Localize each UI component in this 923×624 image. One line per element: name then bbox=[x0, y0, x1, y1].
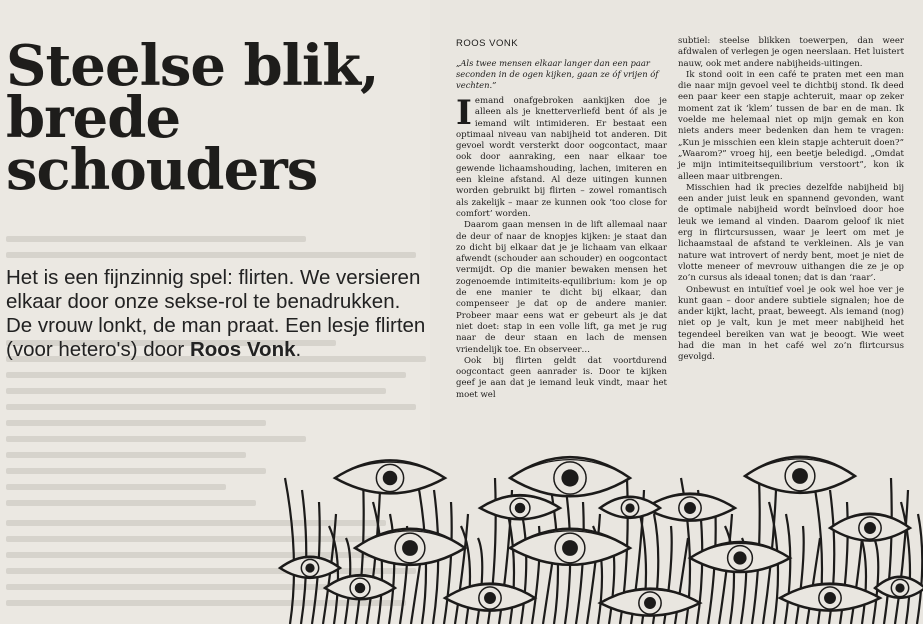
eye-icon bbox=[875, 577, 923, 598]
bleed-through-line bbox=[6, 468, 266, 474]
headline-line-1: Steelse blik, bbox=[6, 33, 379, 99]
drop-cap: I bbox=[456, 93, 472, 133]
bleed-through-line bbox=[6, 500, 256, 506]
bleed-through-line bbox=[6, 484, 226, 490]
paragraph-4: subtiel: steelse blikken toewerpen, dan weer afdwalen of verlegen je ogen neerslaan. Het luistert nauw, ook met andere nabijheids-uitingen. bbox=[678, 36, 905, 69]
bleed-through-line bbox=[6, 420, 266, 426]
byline: ROOS VONK bbox=[456, 38, 519, 49]
lede-text: Het is een fijnzinnig spel: flirten. We versieren elkaar door onze sekse-rol te benadrukken. De vrouw lonkt, de man praat. Een lesje flirten (voor hetero's) door bbox=[6, 266, 426, 361]
bleed-through-line bbox=[6, 372, 406, 378]
hatch-line bbox=[796, 526, 804, 624]
hatch-line bbox=[873, 538, 878, 624]
bleed-through-line bbox=[6, 252, 416, 258]
hatch-line bbox=[521, 514, 526, 624]
eye-icon bbox=[510, 457, 630, 496]
article-headline bbox=[6, 33, 436, 203]
bleed-through-line bbox=[6, 404, 416, 410]
eye-icon bbox=[690, 542, 790, 572]
pull-quote: „Als twee mensen elkaar langer dan een paar seconden in de ogen kijken, gaan ze óf vrijen óf vechten.” bbox=[456, 58, 659, 90]
eye-icon bbox=[745, 457, 855, 493]
eye-icon bbox=[600, 497, 660, 518]
eye-icon bbox=[480, 495, 560, 519]
paragraph-1-text: emand onafgebroken aankijken doe je alleen als je knetterverliefd bent óf als je iemand wilt intimideren. Er bestaat een optimaal niveau van nabijheid tot anderen. Dit gevoel wordt versterkt door oogcontact, maar ook door aanraking, een naar elkaar toe gewende lichaamshouding, lachen, imiteren en een kleine afstand. Al deze uitingen kunnen worden gebruikt bij flirten – zowel romantisch als zakelijk – maar ze kunnen ook ‘too close for comfort’ worden. bbox=[456, 96, 667, 219]
paragraph-6: Misschien had ik precies dezelfde nabijheid bij een ander juist leuk en spannend gevonden, want de optimale nabijheid wordt beïnvloed door hoe leuk we iemand al vinden. Daarom geloof ik niet erg in flirtcursussen, waar je leert om met je lichaamstaal de afstand te verkleinen. Als je van nature wat introvert of nerdy bent, moet je niet de vlotte meneer of mevrouw uithangen die ze je op zo’n cursus als ideaal tonen; dat is dan ‘raar’. bbox=[678, 182, 904, 284]
headline-line-3: schouders bbox=[6, 137, 318, 203]
hatch-line bbox=[785, 514, 790, 624]
bleed-through-line bbox=[6, 236, 306, 242]
article-lede bbox=[6, 266, 431, 362]
paragraph-5: Ik stond ooit in een café te praten met een man die naar mijn gevoel veel te dichtbij stond. Ik deed een paar keer een stapje achteruit, maar op zeker moment zat ik ‘klem’ tussen de bar en de man. Ik voelde me helemaal niet op mijn gemak en kon niets anders meer bedenken dan hem te vragen: „Kun je misschien een klein stapje achteruit doen?” „Waarom?” vroeg hij, een beetje beledigd. „Omdat je mijn intimiteitsequilibrium verstoort”, kon ik alleen maar uitbrengen. bbox=[678, 69, 904, 182]
lede-author: Roos Vonk bbox=[189, 338, 296, 361]
eye-icon bbox=[325, 575, 395, 599]
paragraph-1 bbox=[456, 93, 667, 220]
hatch-line bbox=[285, 478, 294, 624]
eye-icon bbox=[510, 529, 630, 565]
paragraph-7: Onbewust en intuïtief voel je ook wel hoe ver je kunt gaan – door andere subtiele signalen; hoe de ander kijkt, lacht, praat, beweegt. Als iemand (nog) niet op je valt, kun je met meer nabijheid het tegendeel bereiken van wat je beoogt. Wie weet had die man in het café wel zo’n flirtcursus gevolgd. bbox=[678, 284, 904, 363]
article-column-2 bbox=[678, 36, 904, 364]
headline-line-2: brede bbox=[6, 85, 181, 151]
lede-end: . bbox=[295, 338, 302, 361]
hatch-line bbox=[884, 478, 892, 624]
eye-icon bbox=[335, 460, 445, 493]
paragraph-3: Ook bij flirten geldt dat voortdurend oogcontact geen aanrader is. Door te kijken geef je aan dat je iemand leuk vindt, maar het moet wel bbox=[456, 355, 667, 400]
bleed-through-line bbox=[6, 436, 306, 442]
bleed-through-line bbox=[6, 388, 386, 394]
paragraph-2: Daarom gaan mensen in de lift allemaal naar de deur of naar de knopjes kijken: je staat dan zo dicht bij elkaar dat je je lichaam van elkaar afwendt (schouder aan schouder) en oogcontact vermijdt. Op die manier bewaken mensen het zogenoemde intimiteits-equilibrium: kom je op de ene manier te dicht bij elkaar, dan compenseer je dat op de andere manier. Probeer maar eens wat er gebeurt als je dat niet doet: stap in een volle lift, ga met je rug naar de deur staan en lach de mensen vriendelijk toe. En observeer… bbox=[456, 220, 667, 355]
eye-icon bbox=[600, 589, 700, 616]
eye-icon bbox=[355, 529, 465, 565]
article-column-1 bbox=[456, 93, 667, 401]
bleed-through-line bbox=[6, 452, 246, 458]
eye-icon bbox=[830, 514, 910, 541]
hatch-line bbox=[917, 514, 922, 624]
eyes-illustration bbox=[270, 438, 923, 624]
hatch-line bbox=[444, 502, 452, 624]
hatch-line bbox=[895, 490, 908, 624]
